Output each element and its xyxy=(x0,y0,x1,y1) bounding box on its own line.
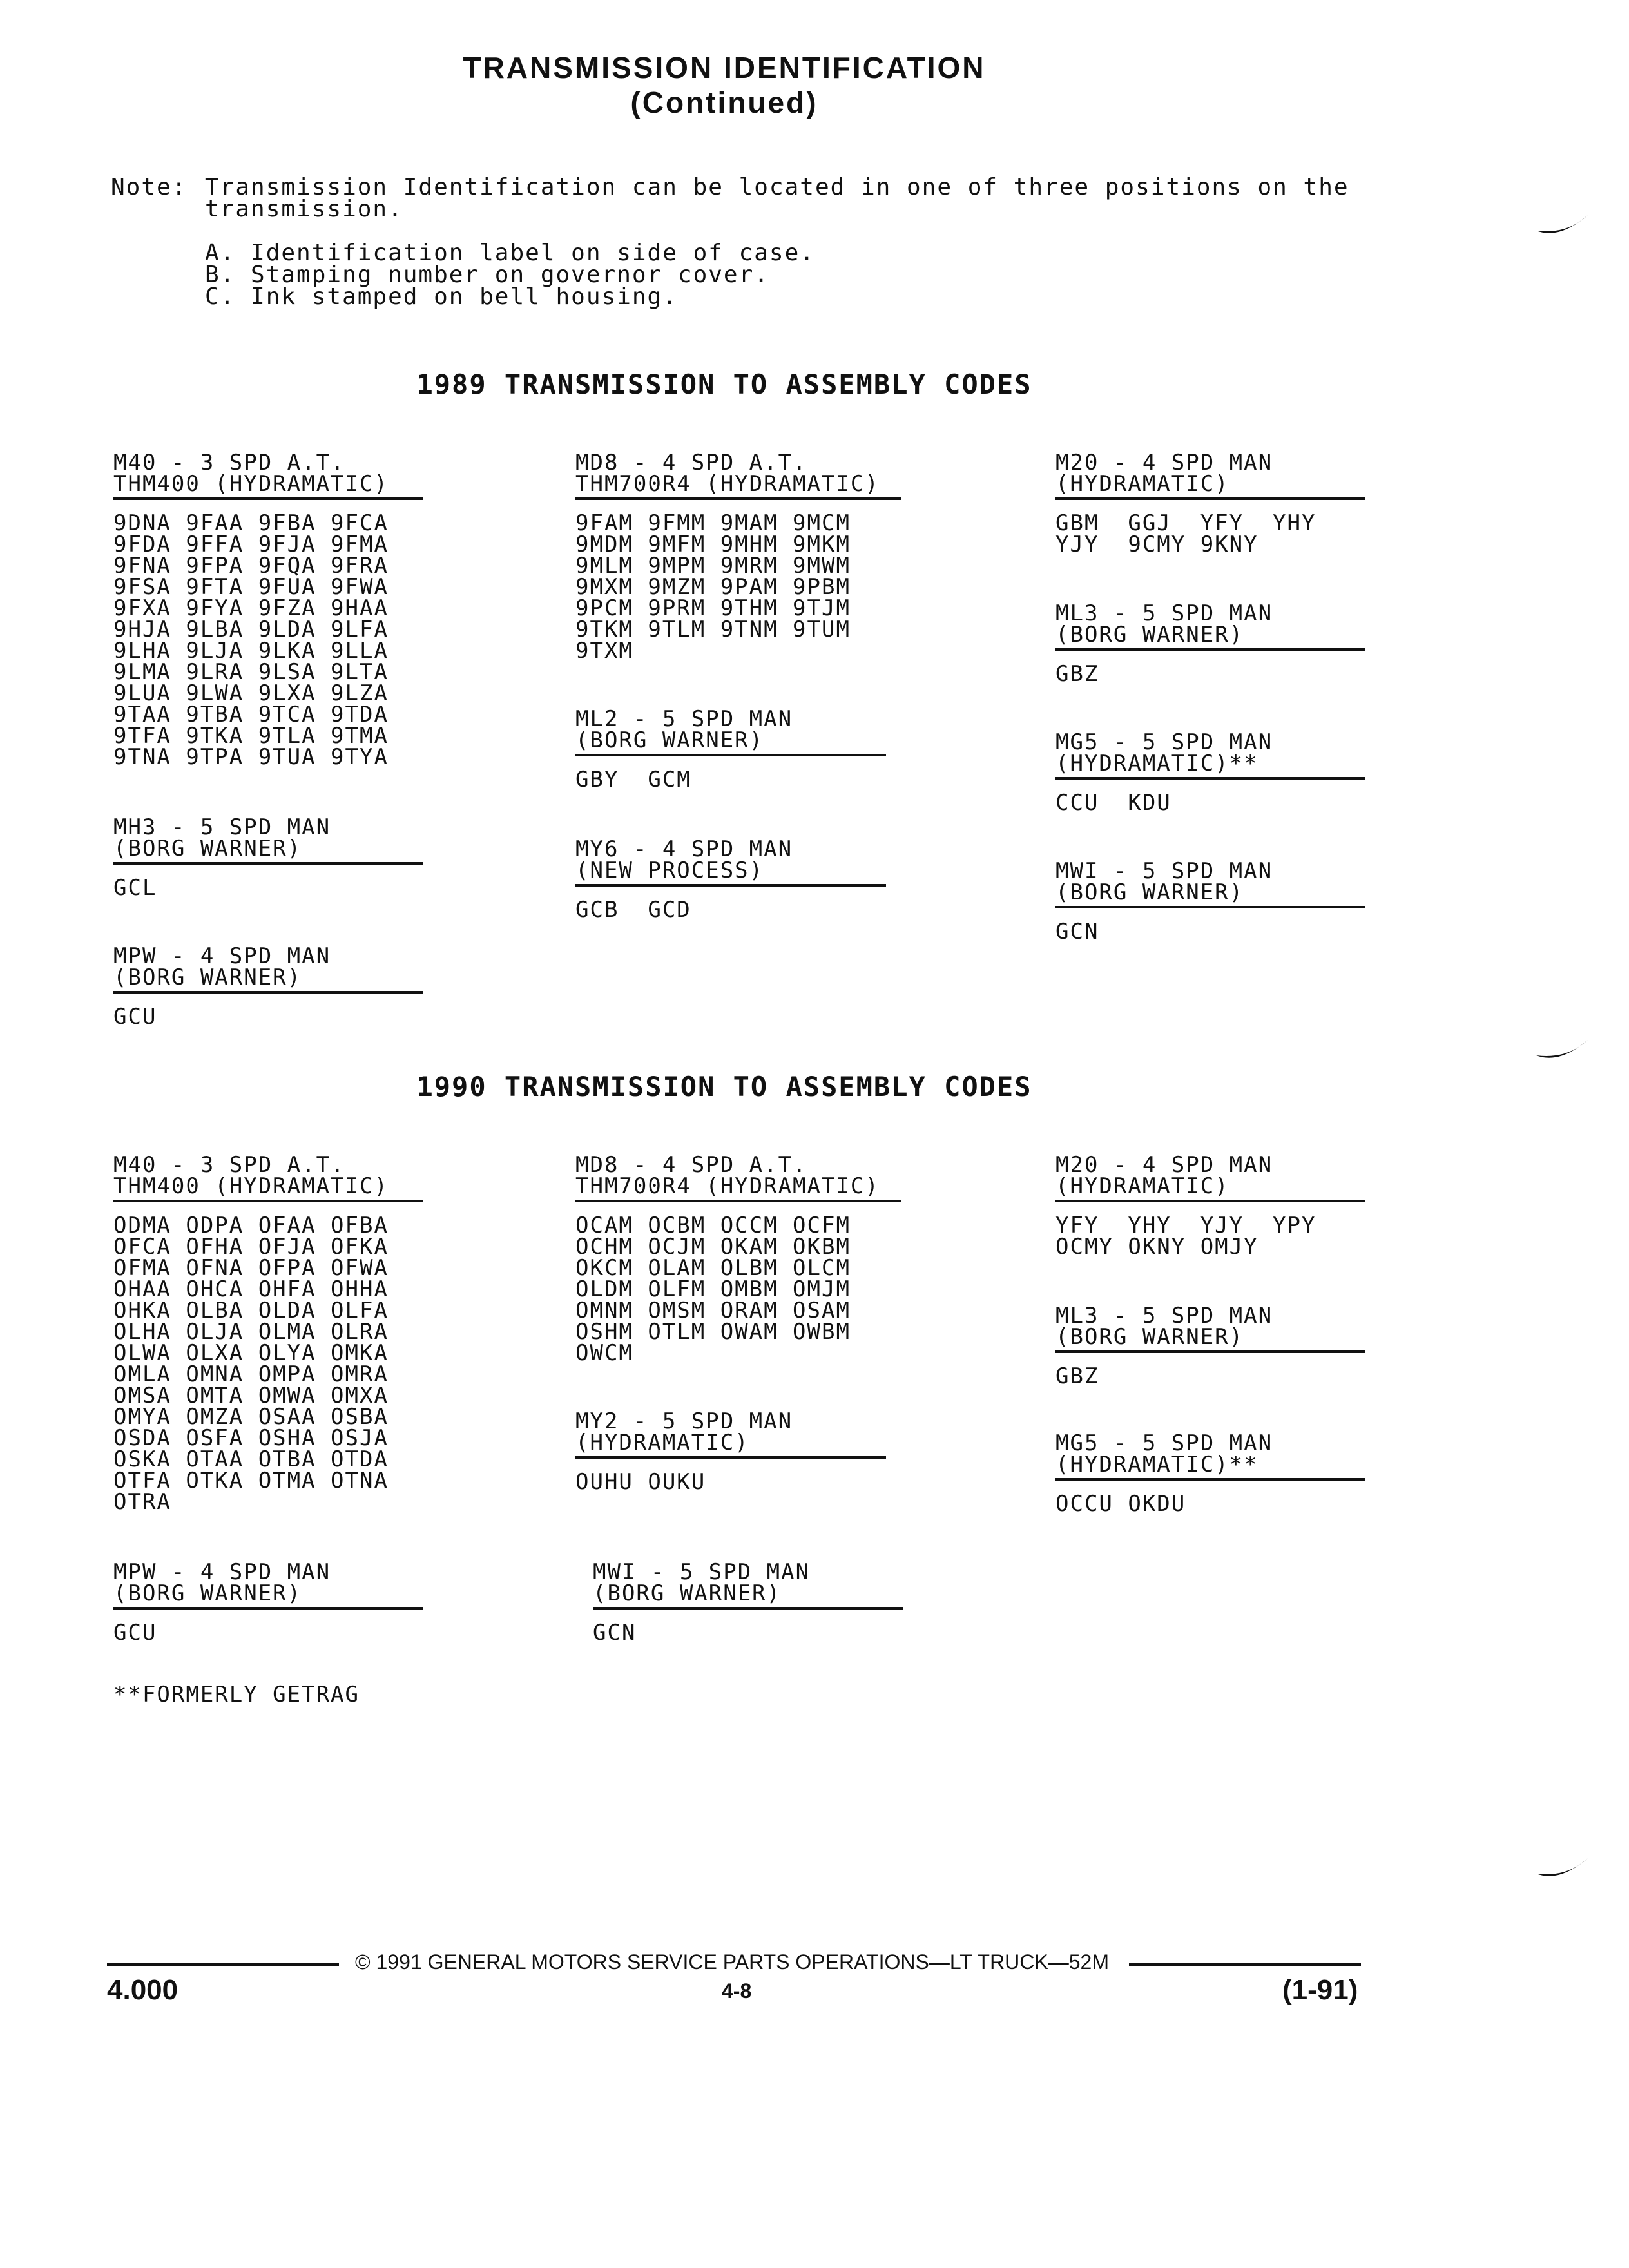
code-row: OTFA OTKA OTMA OTNA xyxy=(113,1468,389,1494)
code-row: OCMY OKNY OMJY xyxy=(1055,1234,1258,1260)
code-list xyxy=(575,769,886,791)
code-list xyxy=(575,899,886,921)
group-1989-ml3 xyxy=(1055,603,1365,685)
code-row: OFCA OFHA OFJA OFKA xyxy=(113,1234,389,1260)
footer-revision: (1-91) xyxy=(1282,1974,1358,2006)
code-row: GCU xyxy=(113,1004,157,1030)
code-row: ODMA ODPA OFAA OFBA xyxy=(113,1213,389,1238)
group-1990-mg5 xyxy=(1055,1430,1365,1517)
code-list xyxy=(113,1622,423,1644)
code-row: GCB GCD xyxy=(575,897,691,923)
footer-page-number: 4-8 xyxy=(722,1979,752,2003)
code-row: OMLA OMNA OMPA OMRA xyxy=(113,1361,389,1387)
code-row: 9TXM xyxy=(575,638,633,664)
code-list xyxy=(1055,1363,1365,1389)
code-list xyxy=(1055,1491,1365,1517)
code-list xyxy=(1055,1215,1365,1258)
code-list xyxy=(113,875,423,901)
code-row: 9DNA 9FAA 9FBA 9FCA xyxy=(113,510,389,536)
code-list xyxy=(1055,510,1365,557)
code-row: YFY YHY YJY YPY xyxy=(1055,1213,1316,1238)
code-row: OWCM xyxy=(575,1340,633,1366)
code-row: 9LHA 9LJA 9LKA 9LLA xyxy=(113,638,389,664)
code-row: 9HJA 9LBA 9LDA 9LFA xyxy=(113,617,389,642)
group-1989-mpw xyxy=(113,943,423,1030)
code-row: GBY GCM xyxy=(575,767,691,793)
code-row: 9PCM 9PRM 9THM 9TJM xyxy=(575,595,851,621)
group-1990-mpw xyxy=(113,1559,423,1646)
group-header: M20 - 4 SPD MAN (HYDRAMATIC) xyxy=(1055,452,1365,500)
group-header: ML3 - 5 SPD MAN (BORG WARNER) xyxy=(1055,1305,1365,1353)
code-row: 9TNA 9TPA 9TUA 9TYA xyxy=(113,744,389,770)
group-1990-my2 xyxy=(575,1408,886,1495)
code-row: OCHM OCJM OKAM OKBM xyxy=(575,1234,851,1260)
code-row: GCL xyxy=(113,875,157,901)
punch-hole-mark xyxy=(1534,206,1592,245)
group-1990-mwi xyxy=(593,1559,903,1646)
code-row: OLWA OLXA OLYA OMKA xyxy=(113,1340,389,1366)
group-1989-my6 xyxy=(575,836,886,923)
code-row: 9FNA 9FPA 9FQA 9FRA xyxy=(113,553,389,579)
punch-hole-mark xyxy=(1534,1849,1592,1888)
code-row: 9TFA 9TKA 9TLA 9TMA xyxy=(113,723,389,749)
note-item: B. Stamping number on governor cover. xyxy=(205,262,769,288)
code-list xyxy=(575,1469,886,1495)
code-list xyxy=(593,1622,903,1644)
code-row: 9LMA 9LRA 9LSA 9LTA xyxy=(113,659,389,685)
code-row: OSHM OTLM OWAM OWBM xyxy=(575,1319,851,1345)
code-row: OMSA OMTA OMWA OMXA xyxy=(113,1383,389,1408)
group-header: MD8 - 4 SPD A.T. THM700R4 (HYDRAMATIC) xyxy=(575,452,901,500)
group-1990-ml3 xyxy=(1055,1305,1365,1387)
code-row: 9FDA 9FFA 9FJA 9FMA xyxy=(113,532,389,557)
group-header: MG5 - 5 SPD MAN (HYDRAMATIC)** xyxy=(1055,732,1365,780)
code-row: 9MXM 9MZM 9PAM 9PBM xyxy=(575,574,851,600)
code-row: 9TKM 9TLM 9TNM 9TUM xyxy=(575,617,851,642)
group-header: ML3 - 5 SPD MAN (BORG WARNER) xyxy=(1055,603,1365,651)
code-list xyxy=(113,510,423,770)
group-1989-mg5 xyxy=(1055,729,1365,816)
note-text: Transmission Identification can be located in one of three positions on the transmission. xyxy=(205,174,1349,222)
group-header: MPW - 4 SPD MAN (BORG WARNER) xyxy=(113,1562,423,1610)
code-row: OHKA OLBA OLDA OLFA xyxy=(113,1298,389,1323)
group-header: MY2 - 5 SPD MAN (HYDRAMATIC) xyxy=(575,1411,886,1459)
code-row: OTRA xyxy=(113,1489,171,1515)
group-1989-mwi xyxy=(1055,858,1365,945)
group-1990-md8 xyxy=(575,1152,901,1366)
note-list xyxy=(205,242,815,308)
code-row: OSDA OSFA OSHA OSJA xyxy=(113,1425,389,1451)
group-header: MG5 - 5 SPD MAN (HYDRAMATIC)** xyxy=(1055,1433,1365,1481)
code-row: OLHA OLJA OLMA OLRA xyxy=(113,1319,389,1345)
code-row: OMYA OMZA OSAA OSBA xyxy=(113,1404,389,1430)
code-row: OUHU OUKU xyxy=(575,1469,706,1495)
code-row: 9TAA 9TBA 9TCA 9TDA xyxy=(113,702,389,727)
group-header: M40 - 3 SPD A.T. THM400 (HYDRAMATIC) xyxy=(113,452,423,500)
footer-rule-left xyxy=(107,1963,339,1966)
code-row: 9FAM 9FMM 9MAM 9MCM xyxy=(575,510,851,536)
code-list xyxy=(1055,661,1365,687)
page-title: TRANSMISSION IDENTIFICATION xyxy=(463,51,986,84)
footer-section-number: 4.000 xyxy=(107,1974,178,2006)
group-1990-m40 xyxy=(113,1152,423,1515)
code-row: OMNM OMSM ORAM OSAM xyxy=(575,1298,851,1323)
code-row: OHAA OHCA OHFA OHHA xyxy=(113,1276,389,1302)
punch-hole-mark xyxy=(1534,1031,1592,1070)
group-1990-m20 xyxy=(1055,1152,1365,1260)
note-item: C. Ink stamped on bell housing. xyxy=(205,284,678,310)
code-row: 9FSA 9FTA 9FUA 9FWA xyxy=(113,574,389,600)
code-row: GBZ xyxy=(1055,661,1099,687)
group-header: M20 - 4 SPD MAN (HYDRAMATIC) xyxy=(1055,1155,1365,1202)
code-row: GCU xyxy=(113,1620,157,1646)
code-row: OCCU OKDU xyxy=(1055,1491,1186,1517)
group-1989-md8 xyxy=(575,452,901,662)
code-row: 9FXA 9FYA 9FZA 9HAA xyxy=(113,595,389,621)
code-list xyxy=(1055,790,1365,816)
section-heading-1989: 1989 TRANSMISSION TO ASSEMBLY CODES xyxy=(416,369,1032,400)
code-row: 9MDM 9MFM 9MHM 9MKM xyxy=(575,532,851,557)
group-header: MH3 - 5 SPD MAN (BORG WARNER) xyxy=(113,817,423,865)
group-header: MWI - 5 SPD MAN (BORG WARNER) xyxy=(1055,861,1365,908)
code-row: 9MLM 9MPM 9MRM 9MWM xyxy=(575,553,851,579)
code-row: OLDM OLFM OMBM OMJM xyxy=(575,1276,851,1302)
group-1989-m40 xyxy=(113,452,423,768)
note-label: Note: xyxy=(111,174,188,200)
group-1989-ml2 xyxy=(575,706,886,793)
note-item: A. Identification label on side of case. xyxy=(205,240,815,266)
code-row: GCN xyxy=(1055,919,1099,945)
code-list xyxy=(113,1215,423,1513)
code-row: GBM GGJ YFY YHY xyxy=(1055,510,1316,536)
group-header: MWI - 5 SPD MAN (BORG WARNER) xyxy=(593,1562,903,1610)
code-row: OCAM OCBM OCCM OCFM xyxy=(575,1213,851,1238)
code-row: 9LUA 9LWA 9LXA 9LZA xyxy=(113,680,389,706)
code-row: OKCM OLAM OLBM OLCM xyxy=(575,1255,851,1281)
group-header: M40 - 3 SPD A.T. THM400 (HYDRAMATIC) xyxy=(113,1155,423,1202)
code-row: OFMA OFNA OFPA OFWA xyxy=(113,1255,389,1281)
group-header: MY6 - 4 SPD MAN (NEW PROCESS) xyxy=(575,839,886,887)
code-row: OSKA OTAA OTBA OTDA xyxy=(113,1446,389,1472)
group-header: ML2 - 5 SPD MAN (BORG WARNER) xyxy=(575,709,886,756)
code-row: CCU KDU xyxy=(1055,790,1171,816)
group-1989-mh3 xyxy=(113,814,423,901)
code-list xyxy=(575,510,901,664)
section-heading-1990: 1990 TRANSMISSION TO ASSEMBLY CODES xyxy=(416,1071,1032,1102)
code-list xyxy=(575,1215,901,1364)
page-subtitle: (Continued) xyxy=(630,86,818,119)
code-row: YJY 9CMY 9KNY xyxy=(1055,532,1258,557)
code-list xyxy=(1055,921,1365,943)
code-list xyxy=(113,1006,423,1028)
code-row: GCN xyxy=(593,1620,637,1646)
group-header: MPW - 4 SPD MAN (BORG WARNER) xyxy=(113,946,423,994)
code-row: GBZ xyxy=(1055,1363,1099,1389)
footer-rule-right xyxy=(1129,1963,1361,1966)
footnote: **FORMERLY GETRAG xyxy=(113,1682,360,1707)
group-header: MD8 - 4 SPD A.T. THM700R4 (HYDRAMATIC) xyxy=(575,1155,901,1202)
group-1989-m20 xyxy=(1055,452,1365,555)
footer-copyright: © 1991 GENERAL MOTORS SERVICE PARTS OPERATIONS—LT TRUCK—52M xyxy=(355,1950,1109,1974)
